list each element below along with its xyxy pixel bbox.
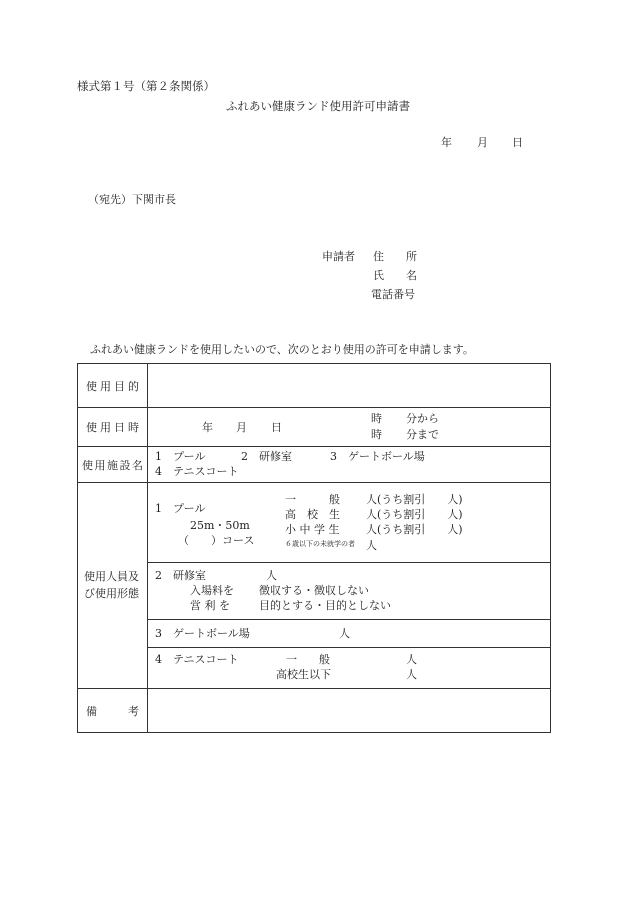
gateball-count[interactable]: 人 [339, 627, 350, 640]
applicant-phone-label[interactable]: 電話番号 [371, 288, 415, 301]
purpose-label: 使 用 目 的 [86, 379, 139, 393]
pool-high-count[interactable]: 人(うち割引 人) [366, 508, 463, 521]
training-count[interactable]: 人 [266, 569, 277, 582]
usage-tennis-field[interactable] [148, 648, 551, 689]
usage-training-row [78, 563, 551, 620]
addressee: （宛先）下関市長 [88, 193, 176, 206]
training-fee-options[interactable]: 徴収する・徴収しない [259, 584, 369, 597]
datetime-year: 年 [202, 421, 213, 434]
facility-field[interactable] [148, 447, 551, 483]
facility-row [78, 447, 551, 483]
remarks-field[interactable] [148, 689, 551, 733]
tennis-high-count[interactable]: 人 [406, 668, 417, 681]
tennis-general-count[interactable]: 人 [406, 653, 417, 666]
tennis-general-label: 一 般 [286, 653, 330, 666]
datetime-to-min: 分まで [406, 428, 439, 441]
pool-course[interactable]: （ ）コース [178, 534, 255, 547]
pool-general-count[interactable]: 人(うち割引 人) [366, 493, 463, 506]
training-profit-label: 営 利 を [190, 599, 230, 612]
datetime-from-hour: 時 [371, 412, 382, 425]
datetime-from-min: 分から [406, 412, 439, 425]
remarks-row [78, 689, 551, 733]
form-title: ふれあい健康ランド使用許可申請書 [226, 99, 410, 113]
training-fee-label: 入場料を [190, 584, 234, 597]
datetime-row [78, 408, 551, 447]
facility-pool[interactable]: 1 プール [155, 450, 206, 463]
facility-label: 使 用 施 設 名 [82, 458, 143, 472]
applicant-name-label[interactable]: 氏 名 [373, 269, 417, 282]
datetime-field[interactable] [148, 408, 551, 447]
pool-general-label: 一 般 [285, 493, 340, 506]
facility-gateball[interactable]: 3 ゲートボール場 [330, 450, 425, 463]
facility-training-room[interactable]: 2 研修室 [241, 450, 292, 463]
application-table [77, 363, 551, 733]
usage-training-field[interactable] [148, 563, 551, 620]
date-year[interactable]: 年 [441, 136, 452, 149]
usage-pool-row [78, 483, 551, 563]
gateball-title: 3 ゲートボール場 [155, 627, 250, 640]
pool-high-label: 高 校 生 [285, 508, 340, 521]
date-month[interactable]: 月 [477, 136, 488, 149]
usage-tennis-row [78, 648, 551, 689]
usage-gateball-field[interactable] [148, 620, 551, 648]
purpose-field[interactable] [148, 364, 551, 408]
pool-junior-label: 小 中 学 生 [285, 523, 340, 536]
datetime-label: 使 用 日 時 [86, 421, 139, 434]
form-number: 様式第１号（第２条関係） [77, 79, 215, 93]
pool-infant-count[interactable]: 人 [366, 539, 377, 552]
datetime-day: 日 [271, 421, 282, 434]
pool-title: 1 プール [155, 502, 206, 515]
intro-sentence: ふれあい健康ランドを使用したいので、次のとおり使用の許可を申請します。 [90, 343, 474, 356]
remarks-label: 備 考 [86, 704, 139, 718]
training-title: 2 研修室 [155, 569, 206, 582]
datetime-to-hour: 時 [371, 428, 382, 441]
pool-infant-label: ６歳以下の未就学の者 [285, 540, 355, 548]
datetime-month: 月 [236, 421, 247, 434]
tennis-title: 4 テニスコート [155, 653, 239, 666]
purpose-row [78, 364, 551, 408]
facility-tennis[interactable]: 4 テニスコート [155, 465, 239, 478]
pool-junior-count[interactable]: 人(うち割引 人) [366, 523, 463, 536]
tennis-high-label: 高校生以下 [276, 668, 331, 681]
applicant-address-label[interactable]: 住 所 [373, 250, 417, 263]
applicant-heading: 申請者 [322, 250, 355, 263]
training-profit-options[interactable]: 目的とする・目的としない [259, 599, 391, 612]
date-day[interactable]: 日 [512, 136, 523, 149]
usage-gateball-row [78, 620, 551, 648]
pool-size: 25m・50m [190, 519, 250, 532]
usage-label: 使用人員及び使用形態 [84, 570, 139, 600]
usage-pool-field[interactable] [148, 483, 551, 563]
